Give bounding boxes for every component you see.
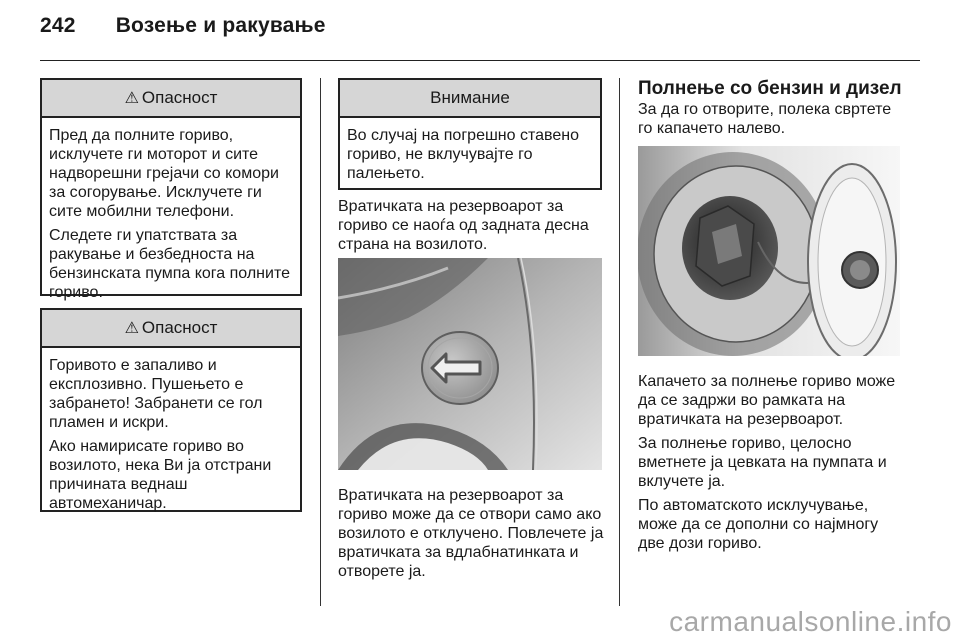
fuel-door-location-text: Вратичката на резервоарот за гориво се наоѓа од задната десна страна на возилото. xyxy=(338,198,589,253)
top-up-text: По автоматското исклучување, може да се дополни со најмногу две дози гориво. xyxy=(638,497,879,552)
column-divider-1 xyxy=(320,78,321,606)
warning-triangle-icon: ⚠ xyxy=(124,90,139,107)
notice-box xyxy=(338,78,602,190)
danger-box-2-para-1: Горивото е запаливо и експлозивно. Пушењето е забрането! Забранети се гол пламен и искри. xyxy=(49,357,263,431)
column-1 xyxy=(40,78,302,512)
notice-box-header xyxy=(340,80,600,118)
notice-box-body xyxy=(340,118,600,188)
danger-box-1-para-2: Следете ги упатствата за ракување и безбедноста на бензинската пумпа кога полните гориво. xyxy=(49,227,290,301)
pump-nozzle-text: За полнење гориво, целосно вметнете ја цевката на пумпата и вклучете ја. xyxy=(638,435,887,490)
page-header xyxy=(40,14,326,38)
page-number: 242 xyxy=(40,14,76,37)
danger-box-2-para-2: Ако намирисате гориво во возилото, нека Ви ја отстрани причината веднаш автомеханичар. xyxy=(49,438,272,512)
danger-box-2-body xyxy=(42,348,300,510)
fuel-cap-photo xyxy=(638,146,900,356)
danger-box-1-title: Опасност xyxy=(141,88,218,107)
danger-box-2-title: Опасност xyxy=(141,318,218,337)
fuel-door-photo xyxy=(338,258,602,470)
notice-box-title: Внимание xyxy=(430,88,510,107)
warning-triangle-icon: ⚠ xyxy=(124,320,139,337)
column-3 xyxy=(638,78,904,138)
page-title: Возење и ракување xyxy=(115,14,326,37)
column-divider-2 xyxy=(619,78,620,606)
danger-box-1-body xyxy=(42,118,300,301)
danger-box-1 xyxy=(40,78,302,301)
danger-box-2-header xyxy=(42,310,300,348)
header-rule xyxy=(40,60,920,61)
notice-box-text: Во случај на погрешно ставено гориво, не вклучувајте го палењето. xyxy=(347,127,579,182)
danger-box-1-header xyxy=(42,80,300,118)
danger-box-2 xyxy=(40,308,302,512)
open-cap-text: За да го отворите, полека свртете го капачето налево. xyxy=(638,101,892,137)
watermark: carmanualsonline.info xyxy=(669,606,952,637)
danger-box-1-para-1: Пред да полните гориво, исклучете ги моторот и сите надворешни грејачи со комори за согорување. Исклучете ги сите мобилни телефони. xyxy=(49,127,279,220)
section-heading: Полнење со бензин и дизел xyxy=(638,78,902,99)
column-2 xyxy=(338,78,602,190)
cap-holder-text: Капачето за полнење гориво може да се задржи во рамката на вратичката на резервоарот. xyxy=(638,373,896,428)
fuel-door-open-text: Вратичката на резервоарот за гориво може да се отвори само ако возилото е отклучено. Повлечете ја вратичката за вдлабнатинката и отворете ја. xyxy=(338,487,604,580)
column-3-lower xyxy=(638,372,906,553)
